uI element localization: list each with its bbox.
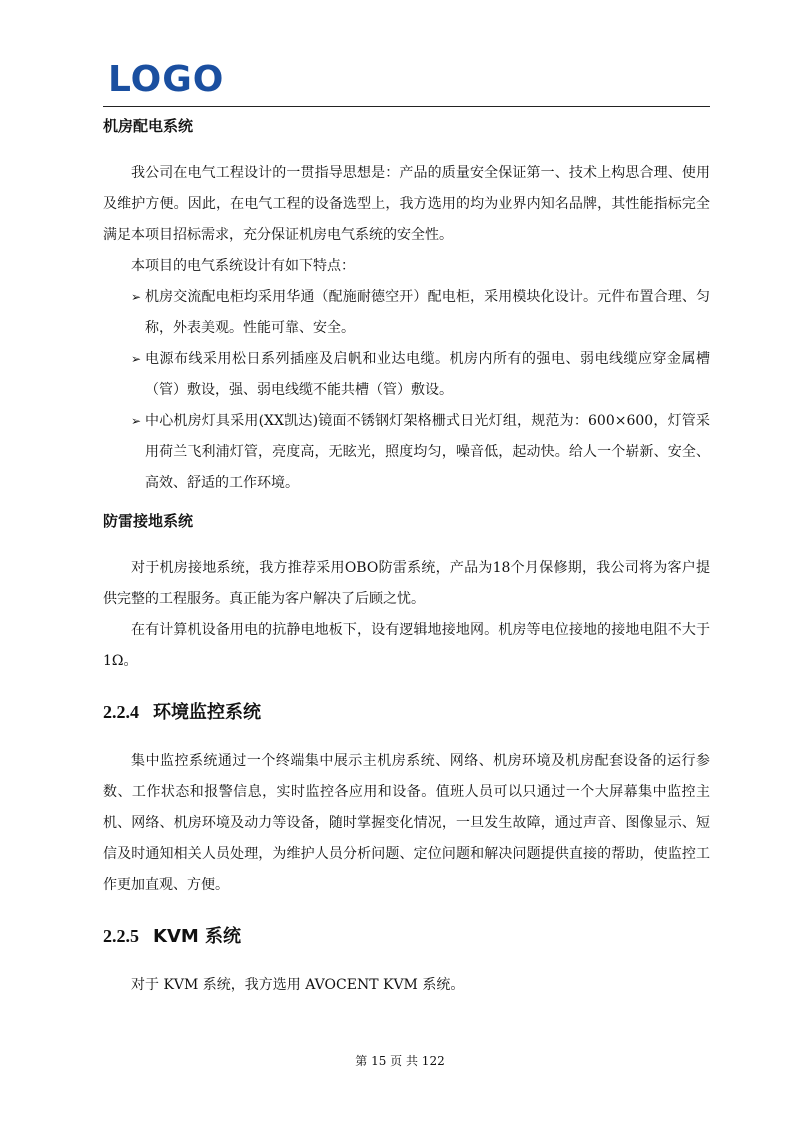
- list-item-text: 电源布线采用松日系列插座及启帆和业达电缆。机房内所有的强电、弱电线缆应穿金属槽（管）敷设，强、弱电线缆不能共槽（管）敷设。: [145, 351, 710, 398]
- paragraph: 我公司在电气工程设计的一贯指导思想是：产品的质量安全保证第一、技术上构思合理、使用及维护方便。因此，在电气工程的设备选型上，我方选用的均为业界内知名品牌，其性能指标完全满足本项目招标需求，充分保证机房电气系统的安全性。: [103, 165, 710, 243]
- feature-list: [103, 282, 710, 499]
- paragraph: 对于机房接地系统，我方推荐采用OBO防雷系统，产品为18个月保修期，我公司将为客户提供完整的工程服务。真正能为客户解决了后顾之忧。: [103, 560, 710, 607]
- list-item-text: 机房交流配电柜均采用华通（配施耐德空开）配电柜，采用模块化设计。元件布置合理、匀称，外表美观。性能可靠、安全。: [145, 289, 710, 336]
- section-title: KVM 系统: [153, 926, 242, 947]
- paragraph: 在有计算机设备用电的抗静电地板下，设有逻辑地接地网。机房等电位接地的接地电阻不大于1Ω。: [103, 622, 710, 669]
- paragraph: 本项目的电气系统设计有如下特点：: [131, 258, 355, 274]
- list-item-text: 中心机房灯具采用(XX凯达)镜面不锈钢灯架格栅式日光灯组，规范为：600×600，灯管采用荷兰飞利浦灯管，亮度高，无眩光，照度均匀，噪音低，起动快。给人一个崭新、安全、高效、舒适的工作环境。: [145, 413, 710, 491]
- header-divider: [103, 106, 710, 107]
- section-heading-kvm: [103, 921, 710, 952]
- heading-power-distribution: 机房配电系统: [103, 117, 194, 135]
- section-number: 2.2.5: [103, 926, 139, 946]
- heading-lightning-grounding: 防雷接地系统: [103, 512, 194, 530]
- list-item: [103, 282, 710, 344]
- logo: LOGO: [108, 59, 225, 100]
- paragraph: 集中监控系统通过一个终端集中展示主机房系统、网络、机房环境及机房配套设备的运行参数、工作状态和报警信息，实时监控各应用和设备。值班人员可以只通过一个大屏幕集中监控主机、网络、机房环境及动力等设备，随时掌握变化情况，一旦发生故障，通过声音、图像显示、短信及时通知相关人员处理，为维护人员分析问题、定位问题和解决问题提供直接的帮助，使监控工作更加直观、方便。: [103, 753, 710, 893]
- paragraph: 对于 KVM 系统，我方选用 AVOCENT KVM 系统。: [131, 977, 465, 993]
- arrow-bullet-icon: ➢: [131, 352, 142, 366]
- arrow-bullet-icon: ➢: [131, 290, 142, 304]
- arrow-bullet-icon: ➢: [131, 414, 142, 428]
- section-title: 环境监控系统: [153, 702, 261, 723]
- section-heading-environment-monitoring: [103, 697, 710, 728]
- page-number: 第 15 页 共 122: [355, 1054, 445, 1068]
- section-number: 2.2.4: [103, 702, 139, 722]
- document-body: [103, 112, 710, 1001]
- list-item: [103, 406, 710, 499]
- list-item: [103, 344, 710, 406]
